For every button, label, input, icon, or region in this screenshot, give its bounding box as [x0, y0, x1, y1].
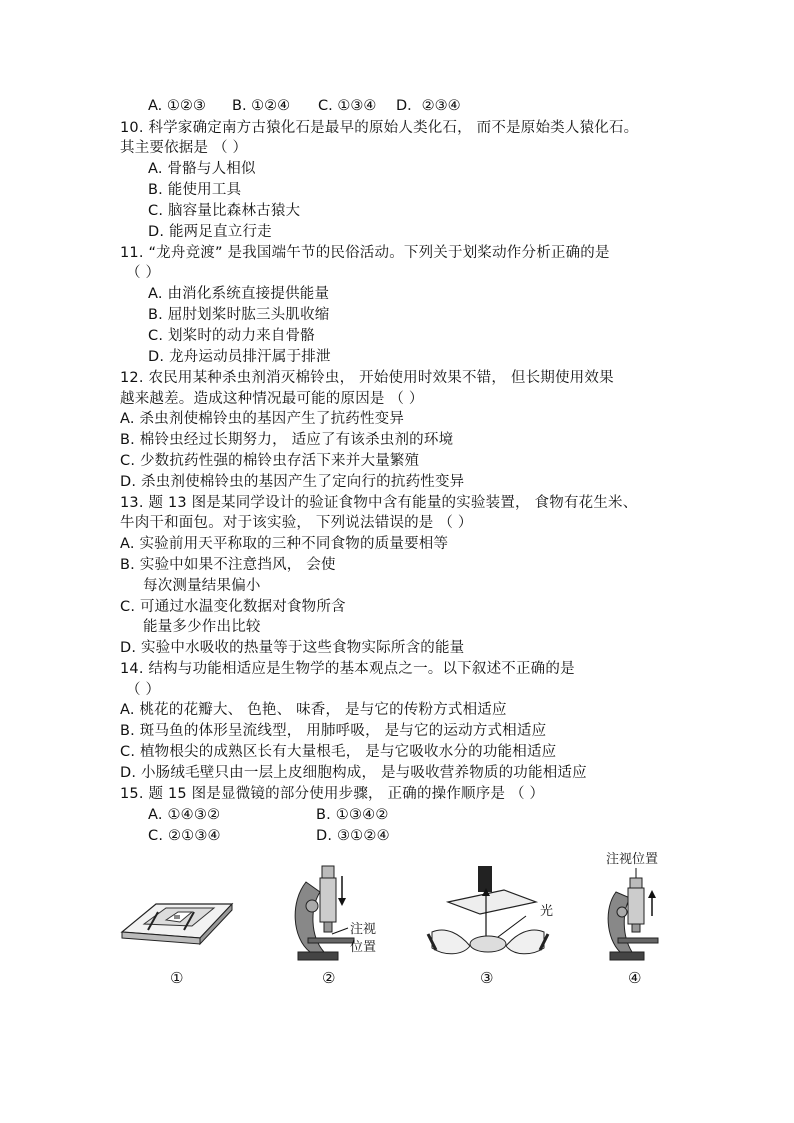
- q11-option-c: C. 划桨时的动力来自骨骼: [148, 328, 315, 344]
- q10-stem-line1: 10. 科学家确定南方古猿化石是最早的原始人类化石， 而不是原始类人猿化石。: [120, 120, 639, 136]
- q11-option-b: B. 屈肘划桨时肱三头肌收缩: [148, 307, 330, 323]
- q12-option-c: C. 少数抗药性强的棉铃虫存活下来并大量繁殖: [120, 453, 420, 469]
- q9-option-c: C. ①③④: [318, 98, 377, 114]
- q15-option-c: C. ②①③④: [148, 828, 221, 844]
- q13-option-c-line2: 能量多少作出比较: [143, 619, 261, 635]
- q12-stem-line1: 12. 农民用某种杀虫剂消灭棉铃虫， 开始使用时效果不错， 但长期使用效果: [120, 370, 614, 386]
- figure-2-annotation-line1: 注视: [350, 922, 377, 937]
- q10-option-a: A. 骨骼与人相似: [148, 161, 256, 177]
- q10-stem-line2: 其主要依据是 （ ）: [120, 140, 248, 156]
- q9-options: [148, 96, 461, 116]
- q13-option-d: D. 实验中水吸收的热量等于这些食物实际所含的能量: [120, 640, 465, 656]
- q9-option-a: A. ①②③: [148, 98, 206, 114]
- figure-1-label: ①: [170, 969, 184, 987]
- q15-option-a: A. ①④③②: [148, 807, 221, 823]
- q12-option-d: D. 杀虫剂使棉铃虫的基因产生了定向行的抗药性变异: [120, 474, 465, 490]
- q12-option-b: B. 棉铃虫经过长期努力， 适应了有该杀虫剂的环境: [120, 432, 454, 448]
- q13-option-c-line1: C. 可通过水温变化数据对食物所含: [120, 599, 346, 615]
- figure-2-lower-lens-tube: [284, 862, 394, 966]
- q13-option-a: A. 实验前用天平称取的三种不同食物的质量要相等: [120, 536, 449, 552]
- q14-option-a: A. 桃花的花瓣大、 色艳、 味香， 是与它的传粉方式相适应: [120, 702, 507, 718]
- q13-stem-line2: 牛肉干和面包。对于该实验， 下列说法错误的是 （ ）: [120, 515, 473, 531]
- q14-stem-line1: 14. 结构与功能相适应是生物学的基本观点之一。以下叙述不正确的是: [120, 661, 575, 677]
- q10-option-b: B. 能使用工具: [148, 182, 242, 198]
- q13-stem-line1: 13. 题 13 图是某同学设计的验证食物中含有能量的实验装置， 食物有花生米、: [120, 495, 638, 511]
- q14-stem-line2: （ ）: [126, 682, 161, 698]
- q10-option-c: C. 脑容量比森林古猿大: [148, 203, 301, 219]
- figure-2-label: ②: [322, 969, 336, 987]
- figure-4-annotation: 注视位置: [606, 852, 659, 867]
- figure-1-slide-preparation: [118, 882, 236, 960]
- q11-stem-line1: 11. “龙舟竞渡” 是我国端午节的民俗活动。下列关于划桨动作分析正确的是: [120, 245, 610, 261]
- figure-3-annotation-light: 光: [540, 904, 554, 919]
- q12-stem-line2: 越来越差。造成这种情况最可能的原因是 （ ）: [120, 391, 424, 407]
- q11-option-a: A. 由消化系统直接提供能量: [148, 286, 330, 302]
- figure-3-light-adjustment: [426, 862, 556, 962]
- q11-option-d: D. 龙舟运动员排汗属于排泄: [148, 349, 331, 365]
- figure-4-label: ④: [628, 969, 642, 987]
- q15-option-d: D. ③①②④: [316, 828, 390, 844]
- figure-4-raise-lens-tube: [600, 868, 670, 964]
- q14-option-c: C. 植物根尖的成熟区长有大量根毛， 是与它吸收水分的功能相适应: [120, 744, 557, 760]
- q14-option-d: D. 小肠绒毛壁只由一层上皮细胞构成， 是与吸收营养物质的功能相适应: [120, 765, 587, 781]
- q12-option-a: A. 杀虫剂使棉铃虫的基因产生了抗药性变异: [120, 411, 405, 427]
- q13-option-b-line1: B. 实验中如果不注意挡风， 会使: [120, 557, 336, 573]
- figure-3-label: ③: [480, 969, 494, 987]
- q14-option-b: B. 斑马鱼的体形呈流线型， 用肺呼吸， 是与它的运动方式相适应: [120, 723, 547, 739]
- q11-stem-line2: （ ）: [126, 265, 161, 281]
- q13-option-b-line2: 每次测量结果偏小: [143, 578, 261, 594]
- q9-option-b: B. ①②④: [232, 98, 291, 114]
- q9-option-d: D．②③④: [396, 98, 461, 114]
- q15-option-b: B. ①③④②: [316, 807, 389, 823]
- figure-2-annotation-line2: 位置: [350, 940, 377, 955]
- q15-stem: 15. 题 15 图是显微镜的部分使用步骤， 正确的操作顺序是 （ ）: [120, 786, 545, 802]
- q10-option-d: D. 能两足直立行走: [148, 224, 272, 240]
